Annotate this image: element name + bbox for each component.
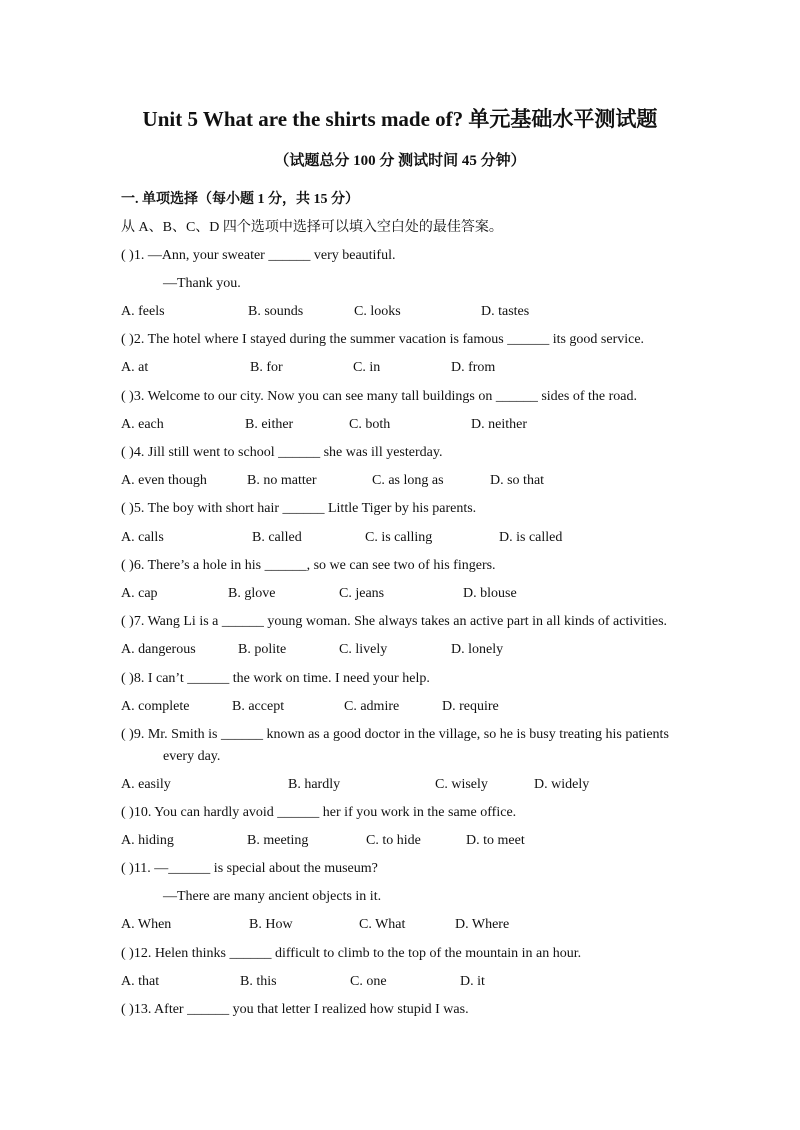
option-a: A. calls xyxy=(121,530,164,545)
option-d: D. Where xyxy=(455,917,510,932)
option-a: A. each xyxy=(121,417,164,432)
question-stem: ( )5. The boy with short hair ______ Little Tiger by his parents. xyxy=(121,501,477,516)
question-extra: —Thank you. xyxy=(163,276,241,291)
question-stem: ( )8. I can’t ______ the work on time. I need your help. xyxy=(121,671,430,686)
option-b: B. glove xyxy=(228,586,276,601)
section-heading: 一. 单项选择（每小题 1 分，共 15 分） xyxy=(121,192,359,207)
option-c: C. admire xyxy=(344,699,400,714)
option-a: A. hiding xyxy=(121,833,174,848)
option-a: A. at xyxy=(121,360,149,375)
question-stem: ( )10. You can hardly avoid ______ her if you work in the same office. xyxy=(121,805,517,820)
option-d: D. is called xyxy=(499,530,563,545)
option-c: C. as long as xyxy=(372,473,444,488)
option-d: D. to meet xyxy=(466,833,525,848)
option-c: C. wisely xyxy=(435,777,488,792)
option-a: A. dangerous xyxy=(121,642,196,657)
option-d: D. so that xyxy=(490,473,545,488)
option-c: C. is calling xyxy=(365,530,433,545)
question-stem: ( )12. Helen thinks ______ difficult to climb to the top of the mountain in an hour. xyxy=(121,946,582,961)
option-b: B. accept xyxy=(232,699,285,714)
option-b: B. meeting xyxy=(247,833,309,848)
option-b: B. hardly xyxy=(288,777,341,792)
question-stem: ( )9. Mr. Smith is ______ known as a good doctor in the village, so he is busy treating his patients xyxy=(121,727,669,742)
question-stem: ( )3. Welcome to our city. Now you can see many tall buildings on ______ sides of the road. xyxy=(121,389,637,404)
option-d: D. require xyxy=(442,699,499,714)
option-d: D. widely xyxy=(534,777,590,792)
question-stem: ( )1. —Ann, your sweater ______ very beautiful. xyxy=(121,248,396,263)
option-b: B. called xyxy=(252,530,302,545)
option-a: A. When xyxy=(121,917,172,932)
page-title: Unit 5 What are the shirts made of? 单元基础水平测试题 xyxy=(142,107,658,131)
option-c: C. What xyxy=(359,917,406,932)
option-a: A. that xyxy=(121,974,160,989)
option-c: C. to hide xyxy=(366,833,421,848)
question-stem: ( )4. Jill still went to school ______ she was ill yesterday. xyxy=(121,445,443,460)
option-b: B. for xyxy=(250,360,283,375)
option-d: D. tastes xyxy=(481,304,530,319)
option-d: D. it xyxy=(460,974,485,989)
option-d: D. from xyxy=(451,360,496,375)
question-stem: ( )11. —______ is special about the museum? xyxy=(121,861,378,876)
option-a: A. easily xyxy=(121,777,171,792)
option-d: D. lonely xyxy=(451,642,504,657)
question-stem: ( )6. There’s a hole in his ______, so we can see two of his fingers. xyxy=(121,558,496,573)
option-c: C. one xyxy=(350,974,387,989)
instructions: 从 A、B、C、D 四个选项中选择可以填入空白处的最佳答案。 xyxy=(121,220,503,235)
option-b: B. either xyxy=(245,417,294,432)
option-d: D. neither xyxy=(471,417,527,432)
option-c: C. looks xyxy=(354,304,401,319)
option-d: D. blouse xyxy=(463,586,517,601)
option-a: A. complete xyxy=(121,699,190,714)
option-b: B. this xyxy=(240,974,277,989)
option-c: C. jeans xyxy=(339,586,385,601)
question-stem: ( )2. The hotel where I stayed during the summer vacation is famous ______ its good service. xyxy=(121,332,645,347)
option-c: C. both xyxy=(349,417,391,432)
option-a: A. feels xyxy=(121,304,165,319)
option-b: B. polite xyxy=(238,642,287,657)
option-a: A. cap xyxy=(121,586,158,601)
option-b: B. How xyxy=(249,917,293,932)
question-extra: —There are many ancient objects in it. xyxy=(163,889,382,904)
option-c: C. lively xyxy=(339,642,388,657)
option-b: B. no matter xyxy=(247,473,317,488)
option-a: A. even though xyxy=(121,473,207,488)
page-subtitle: （试题总分 100 分 测试时间 45 分钟） xyxy=(274,153,526,169)
question-extra: every day. xyxy=(163,749,221,764)
option-b: B. sounds xyxy=(248,304,304,319)
option-c: C. in xyxy=(353,360,381,375)
question-stem: ( )7. Wang Li is a ______ young woman. She always takes an active part in all kinds of activities. xyxy=(121,614,668,629)
question-stem: ( )13. After ______ you that letter I realized how stupid I was. xyxy=(121,1002,469,1017)
